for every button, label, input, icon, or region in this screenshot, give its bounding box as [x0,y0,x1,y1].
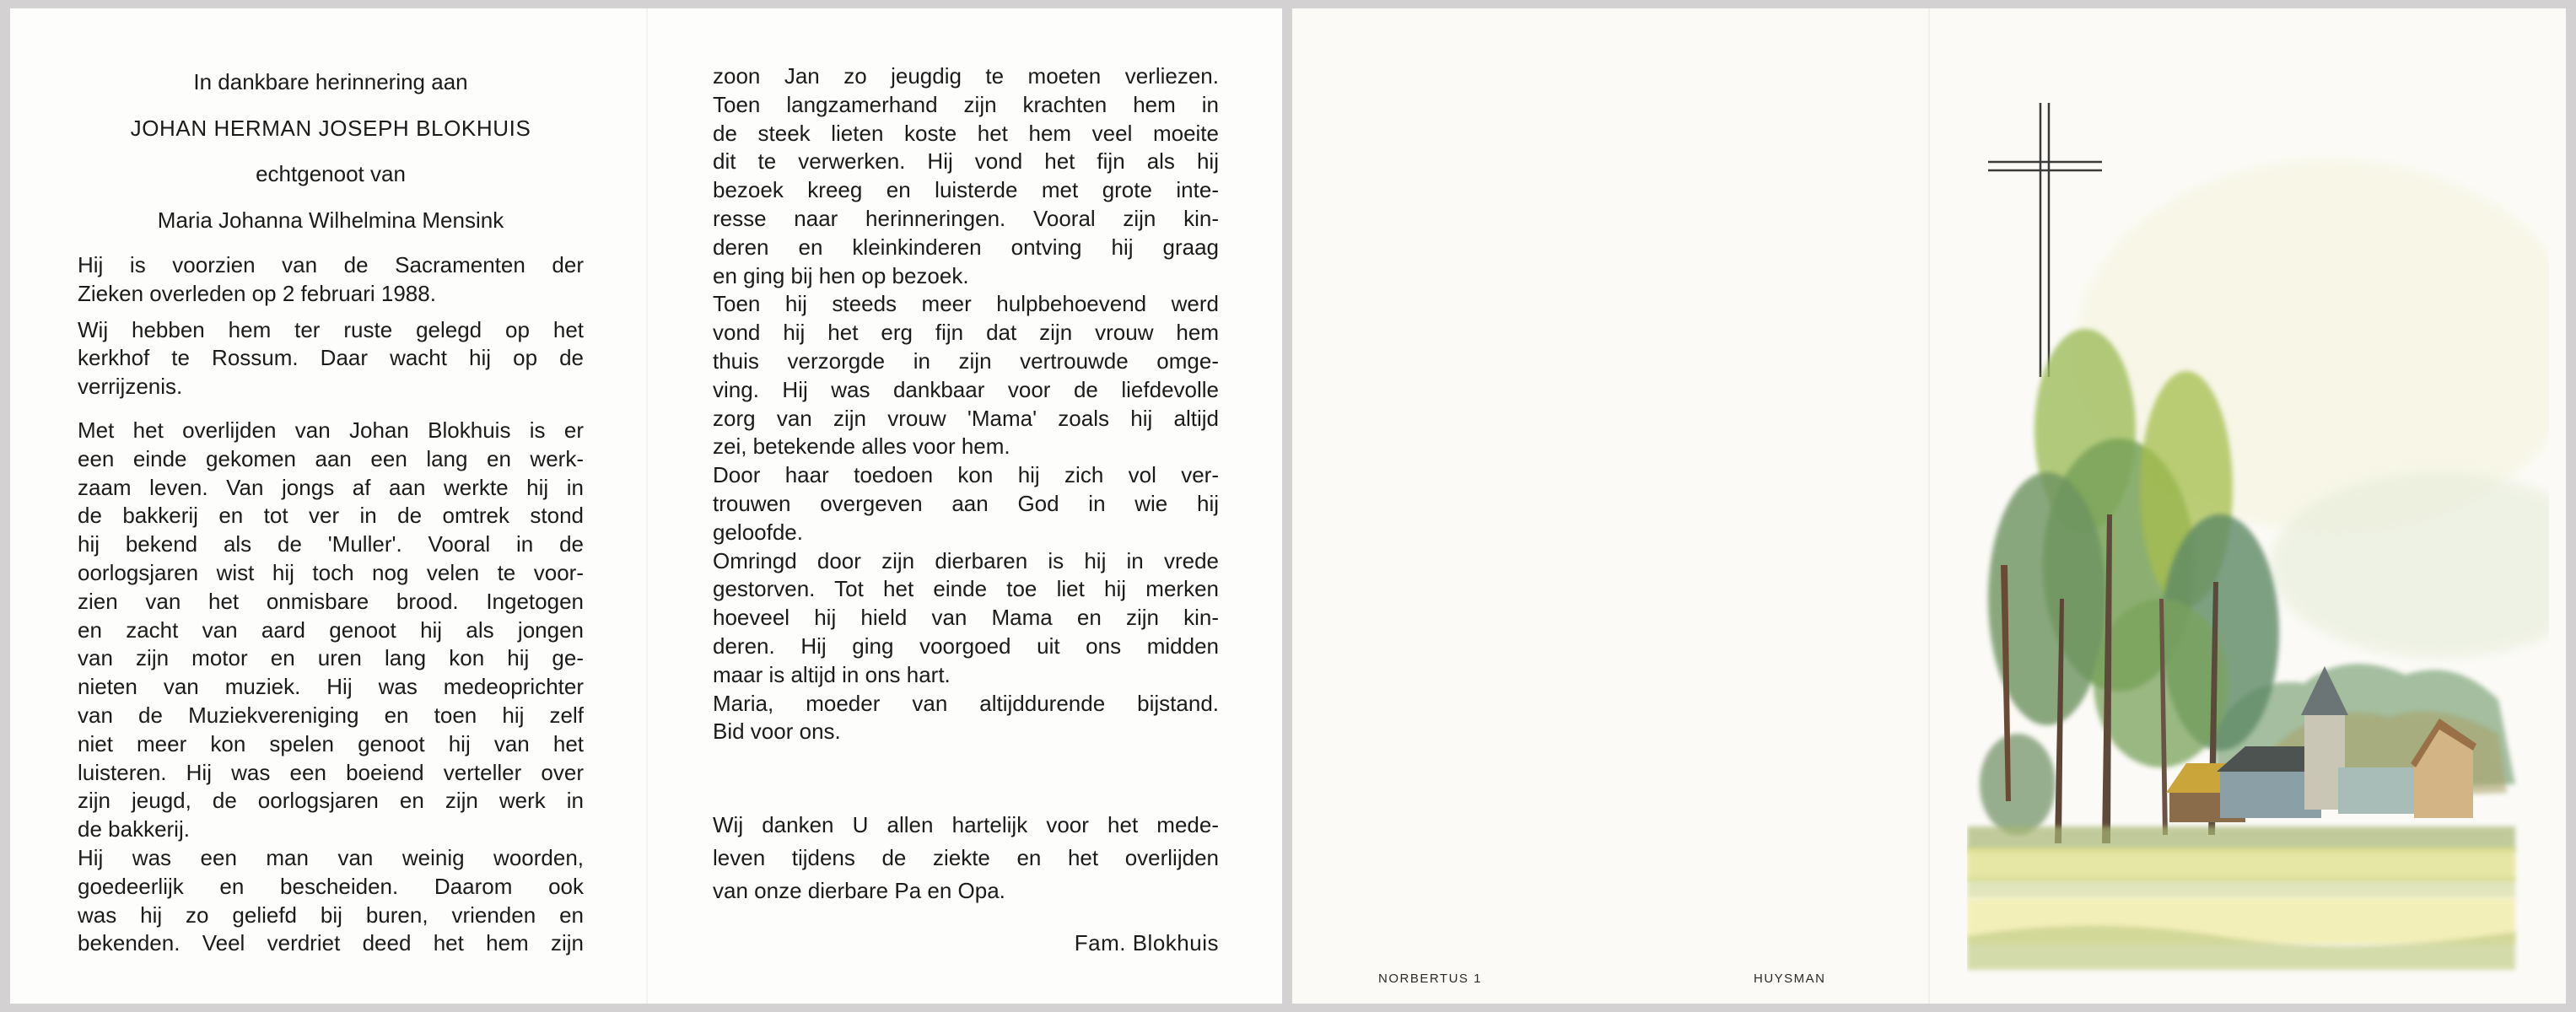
text-line: Zieken overleden op 2 februari 1988. [78,280,436,306]
thanks-text [713,809,1219,907]
text-line: trouwen overgeven aan God in wie hij [713,490,1219,516]
paragraph [78,417,584,958]
outer-card [1292,8,2566,1004]
text-line: Wij danken U allen hartelijk voor het mede- [713,812,1219,838]
text-line: deren en kleinkinderen ontving hij graag [713,234,1219,260]
text-line: Maria, moeder van altijddurende bijstand. [713,690,1219,716]
text-line: leven tijdens de ziekte en het overlijden [713,845,1219,871]
text-line: Wij hebben hem ter ruste gelegd op het [78,316,584,342]
text-line: Hij was een man van weinig woorden, [78,844,584,870]
text-line: een einde gekomen aan een lang en werk- [78,445,584,471]
text-line: zien van het onmisbare brood. Ingetogen [78,588,584,614]
text-line: hoeveel hij hield van Mama en zijn kin- [713,605,1219,631]
text-line: Door haar toedoen kon hij zich vol ver- [713,462,1219,488]
paragraph [78,316,584,401]
text-line: vond hij het erg fijn dat zijn vrouw hem [713,320,1219,346]
memorial-heading: In dankbare herinnering aan [193,69,468,94]
center-fold [1928,8,1930,1004]
deceased-name: JOHAN HERMAN JOSEPH BLOKHUIS [130,115,531,141]
text-line: niet meer kon spelen genoot hij van het [78,730,584,756]
text-line: gestorven. Tot het einde toe liet hij merken [713,576,1219,602]
text-line: Bid voor ons. [713,719,841,745]
text-line: en ging bij hen op bezoek. [713,262,969,288]
watercolor-landscape [1967,93,2549,987]
text-line: thuis verzorgde in zijn vertrouwde omge- [713,347,1219,374]
text-line: goedeerlijk en bescheiden. Daarom ook [78,873,584,899]
text-line: dit te verwerken. Hij vond het fijn als hij [713,148,1219,175]
inner-card [10,8,1282,1004]
text-line: deren. Hij ging voorgoed uit ons midden [713,632,1219,659]
text-line: bekenden. Veel verdriet deed het hem zijn [78,930,584,956]
text-line: oorlogsjaren wist hij toch nog velen te voor- [78,559,584,585]
text-line: luisteren. Hij was een boeiend verteller over [78,759,584,785]
text-line: de steek lieten koste het hem veel moeite [713,120,1219,146]
paragraph [78,251,584,309]
text-line: nieten van muziek. Hij was medeoprichter [78,674,584,700]
text-line: bezoek kreeg en luisterde met grote inte- [713,177,1219,203]
text-line: zei, betekende alles voor hem. [713,433,1010,460]
text-line: was hij zo geliefd bij buren, vrienden en [78,902,584,928]
text-line: maar is altijd in ons hart. [713,661,951,687]
text-line: Omringd door zijn dierbaren is hij in vrede [713,547,1219,573]
text-line: van zijn motor en uren lang kon hij ge- [78,645,584,671]
text-line: van onze dierbare Pa en Opa. [713,878,1005,904]
text-line: zorg van zijn vrouw 'Mama' zoals hij altijd [713,405,1219,431]
right-column [713,62,1219,958]
text-line: resse naar herinneringen. Vooral zijn kin- [713,205,1219,231]
text-line: geloofde. [713,519,803,545]
left-column [78,67,584,958]
text-line: hij bekend als de 'Muller'. Vooral in de [78,531,584,557]
text-line: Met het overlijden van Johan Blokhuis is er [78,417,584,443]
footer-label-right: HUYSMAN [1754,972,1826,986]
text-line: Toen hij steeds meer hulpbehoevend werd [713,291,1219,317]
text-line: van de Muziekvereniging en toen hij zelf [78,702,584,728]
text-line: verrijzenis. [78,374,183,400]
text-line: Toen langzamerhand zijn krachten hem in [713,91,1219,117]
text-line: ving. Hij was dankbaar voor de liefdevolle [713,376,1219,402]
signature: Fam. Blokhuis [1074,930,1219,956]
spouse-name: Maria Johanna Wilhelmina Mensink [157,207,504,233]
text-line: de bakkerij. [78,816,190,842]
center-fold [646,8,648,1004]
text-line: zoon Jan zo jeugdig te moeten verliezen. [713,63,1219,89]
text-line: Hij is voorzien van de Sacramenten der [78,252,584,277]
right-text [713,62,1219,746]
relation-label: echtgenoot van [256,161,406,186]
text-line: de bakkerij en tot ver in de omtrek stond [78,503,584,529]
text-line: zaam leven. Van jongs af aan werkte hij in [78,474,584,500]
left-text [78,251,584,958]
footer-label-left: NORBERTUS 1 [1378,972,1482,986]
text-line: en zacht van aard genoot hij als jongen [78,616,584,643]
text-line: zijn jeugd, de oorlogsjaren en zijn werk in [78,788,584,814]
text-line: kerkhof te Rossum. Daar wacht hij op de [78,345,584,371]
